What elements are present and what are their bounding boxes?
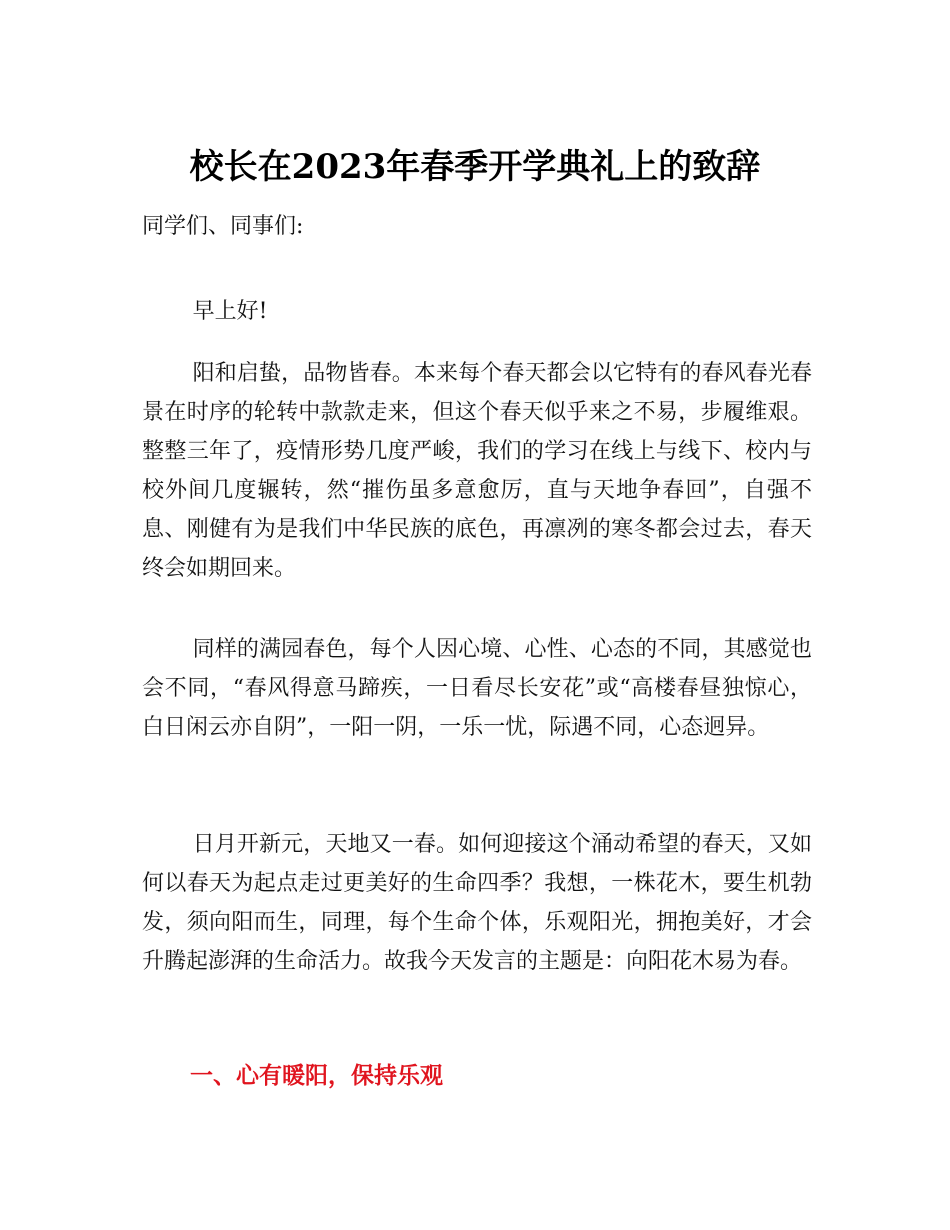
document-title: 校长在2023年春季开学典礼上的致辞 xyxy=(189,147,761,187)
paragraph-1: 阳和启蛰，品物皆春。本来每个春天都会以它特有的春风春光春景在时序的轮转中款款走来，但这个春天似乎来之不易，步履维艰。整整三年了，疫情形势几度严峻，我们的学习在线上与线下、校内与校外间几度辗转，然“摧伤虽多意愈厉，直与天地争春回”，自强不息、刚健有为是我们中华民族的底色，再凛冽的寒冬都会过去，春天终会如期回来。 xyxy=(142,361,812,581)
greeting: 早上好! xyxy=(192,299,268,324)
paragraph-2: 同样的满园春色，每个人因心境、心性、心态的不同，其感觉也会不同，“春风得意马蹄疾，一日看尽长安花”或“高楼春昼独惊心，白日闲云亦自阴”，一阳一阴，一乐一忧，际遇不同，心态迥异。 xyxy=(142,637,812,740)
paragraph-3: 日月开新元，天地又一春。如何迎接这个涌动希望的春天，又如何以春天为起点走过更美好的生命四季？我想，一株花木，要生机勃发，须向阳而生，同理，每个生命个体，乐观阳光，拥抱美好，才会升腾起澎湃的生命活力。故我今天发言的主题是：向阳花木易为春。 xyxy=(142,832,812,974)
salutation: 同学们、同事们: xyxy=(142,214,304,239)
section-heading: 一、心有暖阳，保持乐观 xyxy=(190,1063,443,1089)
